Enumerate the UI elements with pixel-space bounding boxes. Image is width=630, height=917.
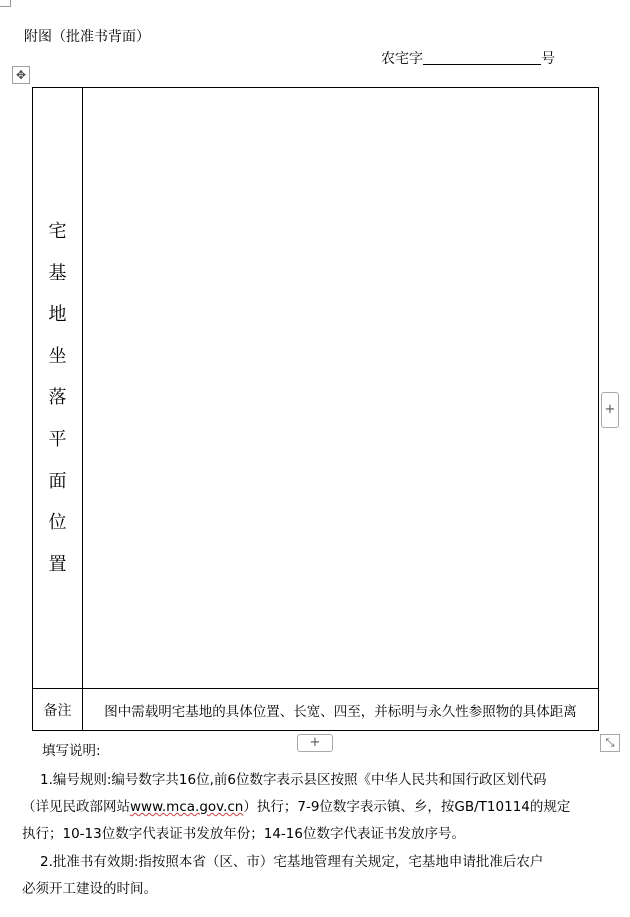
instruction-line-3: 执行；10-13位数字代表证书发放年份；14-16位数字代表证书发放序号。: [22, 826, 465, 842]
add-row-button[interactable]: +: [297, 734, 333, 752]
move-icon: ✥: [15, 68, 27, 82]
instruction-line-5: 必须开工建设的时间。: [22, 881, 157, 897]
document-number: [381, 48, 555, 68]
site-plan-table: [32, 87, 599, 731]
document-number-suffix: 号: [541, 51, 555, 67]
remark-label: 备注: [43, 703, 72, 719]
label-char: 置: [48, 553, 67, 575]
instructions-title: 填写说明:: [42, 743, 101, 759]
label-char: 落: [48, 387, 67, 409]
instruction-line-2-suffix: ）执行；7-9位数字表示镇、乡，按GB/T10114的规定: [243, 799, 571, 815]
instruction-line-2: [22, 795, 570, 815]
attachment-heading: 附图（批准书背面）: [24, 29, 150, 45]
label-char: 地: [48, 304, 67, 326]
add-column-button[interactable]: +: [601, 392, 619, 428]
resize-icon: ⤡: [605, 736, 615, 749]
page-corner-mark: [0, 0, 11, 7]
label-char: 坐: [48, 345, 67, 367]
instruction-line-2-prefix: （详见民政部网站: [22, 799, 130, 815]
document-number-blank[interactable]: [423, 50, 541, 65]
site-plan-drawing-area[interactable]: [83, 88, 598, 688]
label-char: 宅: [48, 221, 67, 242]
site-location-label: [33, 211, 82, 585]
table-resize-handle[interactable]: [600, 734, 620, 752]
label-char: 位: [48, 512, 67, 534]
label-char: 基: [48, 262, 67, 284]
table-move-handle[interactable]: [12, 66, 30, 84]
document-number-prefix: 农宅字: [381, 51, 423, 67]
instruction-line-1: 1.编号规则:编号数字共16位,前6位数字表示县区按照《中华人民共和国行政区划代码: [40, 772, 547, 788]
mca-website-link[interactable]: www.mca.gov.cn: [130, 799, 244, 815]
label-char: 面: [48, 470, 67, 492]
remark-text: 图中需载明宅基地的具体位置、长宽、四至，并标明与永久性参照物的具体距离: [104, 704, 577, 720]
label-char: 平: [48, 428, 67, 450]
instruction-line-4: 2.批准书有效期:指按照本省（区、市）宅基地管理有关规定，宅基地申请批准后农户: [40, 854, 544, 870]
